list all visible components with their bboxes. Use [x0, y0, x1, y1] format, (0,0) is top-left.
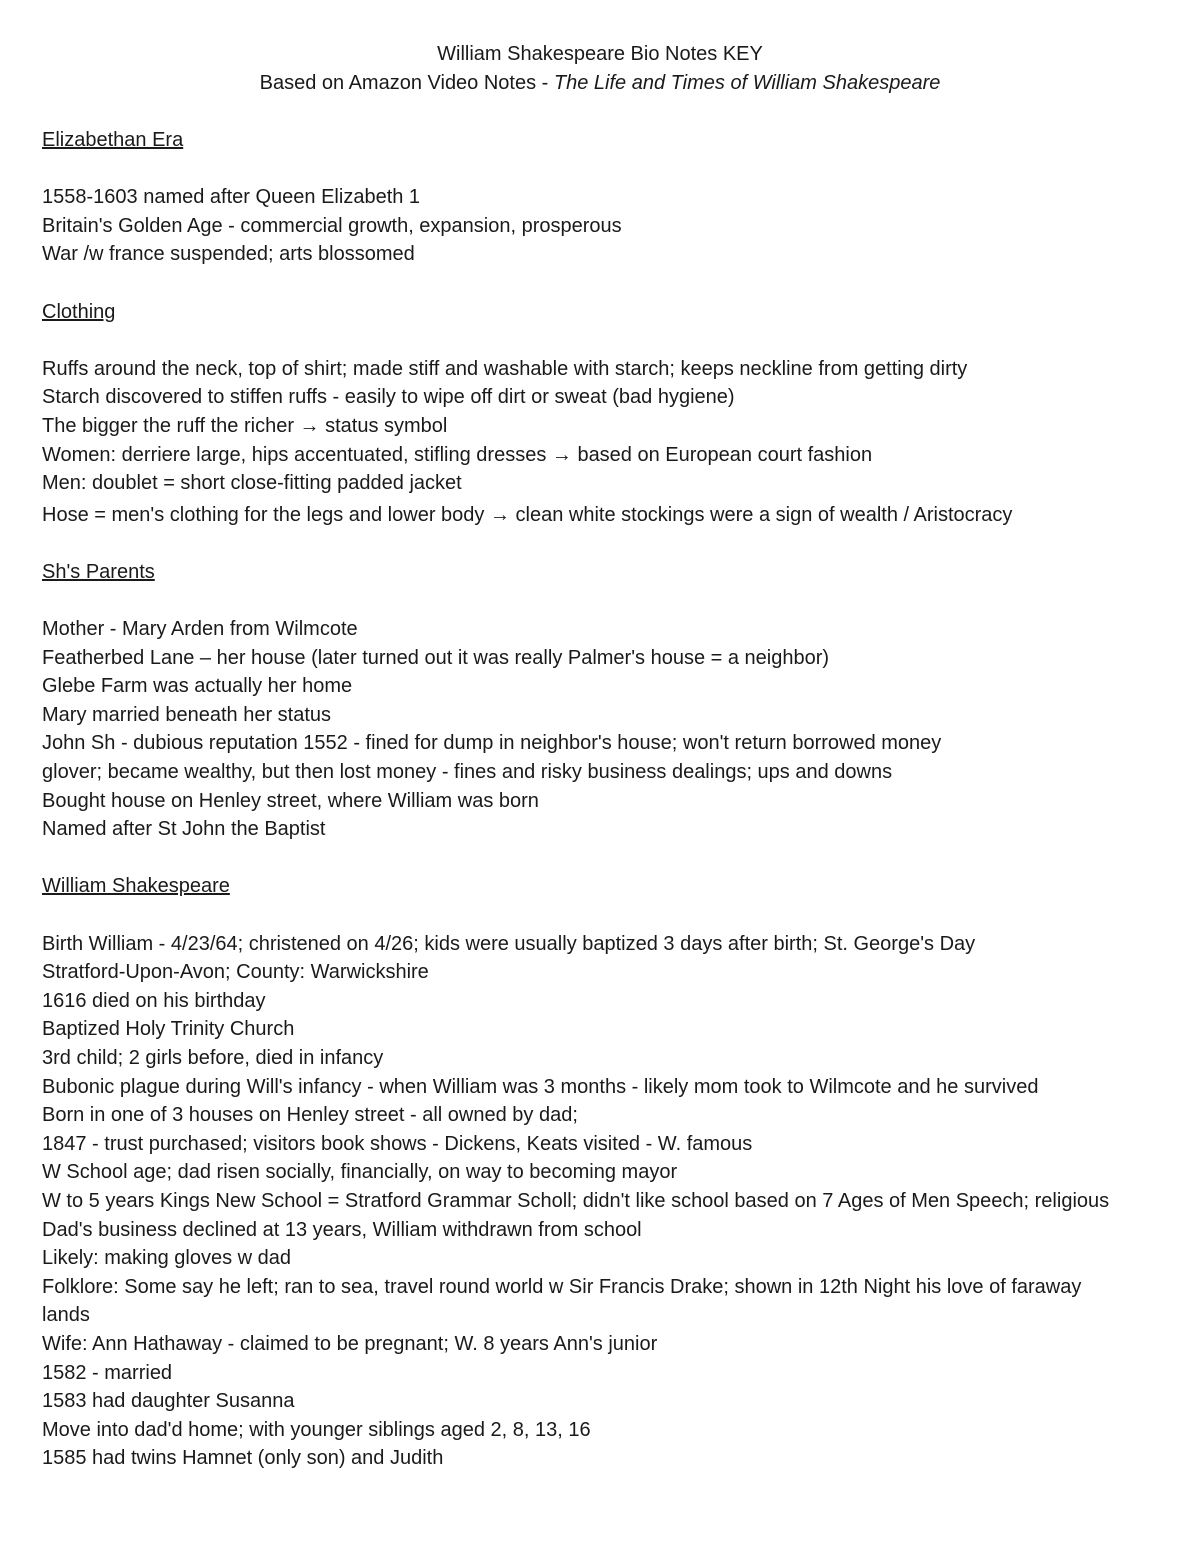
note-line: Men: doublet = short close-fitting padded jacket: [42, 472, 462, 495]
spacer: [42, 326, 1162, 355]
note-line: 1847 - trust purchased; visitors book shows - Dickens, Keats visited - W. famous: [42, 1132, 753, 1155]
note-line: Dad's business declined at 13 years, William withdrawn from school: [42, 1218, 642, 1241]
note-line: 1583 had daughter Susanna: [42, 1390, 295, 1413]
note-line: W to 5 years Kings New School = Stratford Grammar Scholl; didn't like school based on 7 Ages of Men Speech; religious: [42, 1189, 1110, 1212]
section-heading-elizabethan-era: Elizabethan Era: [42, 129, 184, 151]
document-body: [42, 126, 1162, 1473]
spacer: [42, 269, 1162, 298]
note-line: Named after St John the Baptist: [42, 818, 326, 841]
note-line: Folklore: Some say he left; ran to sea, travel round world w Sir Francis Drake; shown in 12th Night his love of faraway lands: [42, 1275, 1082, 1327]
note-line: Glebe Farm was actually her home: [42, 675, 353, 698]
document-subtitle: [0, 69, 1200, 98]
note-line: Stratford-Upon-Avon; County: Warwickshire: [42, 961, 429, 984]
note-line: Bought house on Henley street, where William was born: [42, 789, 539, 812]
note-line: Ruffs around the neck, top of shirt; made stiff and washable with starch; keeps neckline from getting dirty: [42, 357, 968, 380]
note-line: Bubonic plague during Will's infancy - when William was 3 months - likely mom took to Wilmcote and he survived: [42, 1075, 1039, 1098]
note-line: Mary married beneath her status: [42, 703, 332, 726]
document-title: William Shakespeare Bio Notes KEY: [437, 43, 763, 65]
section-heading-parents: Sh's Parents: [42, 560, 155, 583]
note-line: Mother - Mary Arden from Wilmcote: [42, 618, 358, 641]
spacer: [42, 901, 1162, 930]
note-line: Baptized Holy Trinity Church: [42, 1018, 295, 1041]
note-line: W School age; dad risen socially, financially, on way to becoming mayor: [42, 1161, 678, 1184]
note-line: Britain's Golden Age - commercial growth, expansion, prosperous: [42, 214, 622, 237]
note-line: 1616 died on his birthday: [42, 989, 266, 1012]
document-header: [0, 40, 1200, 98]
spacer: [42, 529, 1162, 558]
spacer: [42, 587, 1162, 616]
note-line: 1582 - married: [42, 1361, 173, 1384]
note-line: Born in one of 3 houses on Henley street - all owned by dad;: [42, 1104, 578, 1127]
note-line: 1558-1603 named after Queen Elizabeth 1: [42, 186, 421, 209]
spacer: [42, 155, 1162, 184]
note-line: War /w france suspended; arts blossomed: [42, 243, 415, 266]
subtitle-prefix: Based on Amazon Video Notes -: [259, 72, 554, 94]
note-line: Women: derriere large, hips accentuated, stifling dresses → based on European court fashion: [42, 443, 873, 466]
subtitle-video-title: The Life and Times of William Shakespeare: [553, 72, 941, 94]
note-line: glover; became wealthy, but then lost money - fines and risky business dealings; ups and downs: [42, 761, 893, 784]
section-heading-william-shakespeare: William Shakespeare: [42, 875, 230, 898]
note-line: Hose = men's clothing for the legs and lower body → clean white stockings were a sign of wealth / Aristocracy: [42, 503, 1013, 526]
note-line: 3rd child; 2 girls before, died in infancy: [42, 1047, 384, 1069]
note-line: Move into dad'd home; with younger siblings aged 2, 8, 13, 16: [42, 1418, 591, 1441]
note-line: Featherbed Lane – her house (later turned out it was really Palmer's house = a neighbor): [42, 646, 830, 669]
note-line: Likely: making gloves w dad: [42, 1247, 292, 1270]
note-line: The bigger the ruff the richer → status symbol: [42, 414, 448, 437]
spacer: [42, 844, 1162, 873]
section-heading-clothing: Clothing: [42, 300, 116, 323]
note-line: 1585 had twins Hamnet (only son) and Judith: [42, 1447, 444, 1470]
note-line: Birth William - 4/23/64; christened on 4/26; kids were usually baptized 3 days after birth; St. George's Day: [42, 932, 976, 955]
note-line: Starch discovered to stiffen ruffs - easily to wipe off dirt or sweat (bad hygiene): [42, 386, 735, 409]
note-line: John Sh - dubious reputation 1552 - fined for dump in neighbor's house; won't return borrowed money: [42, 732, 942, 755]
note-line: Wife: Ann Hathaway - claimed to be pregnant; W. 8 years Ann's junior: [42, 1332, 658, 1355]
